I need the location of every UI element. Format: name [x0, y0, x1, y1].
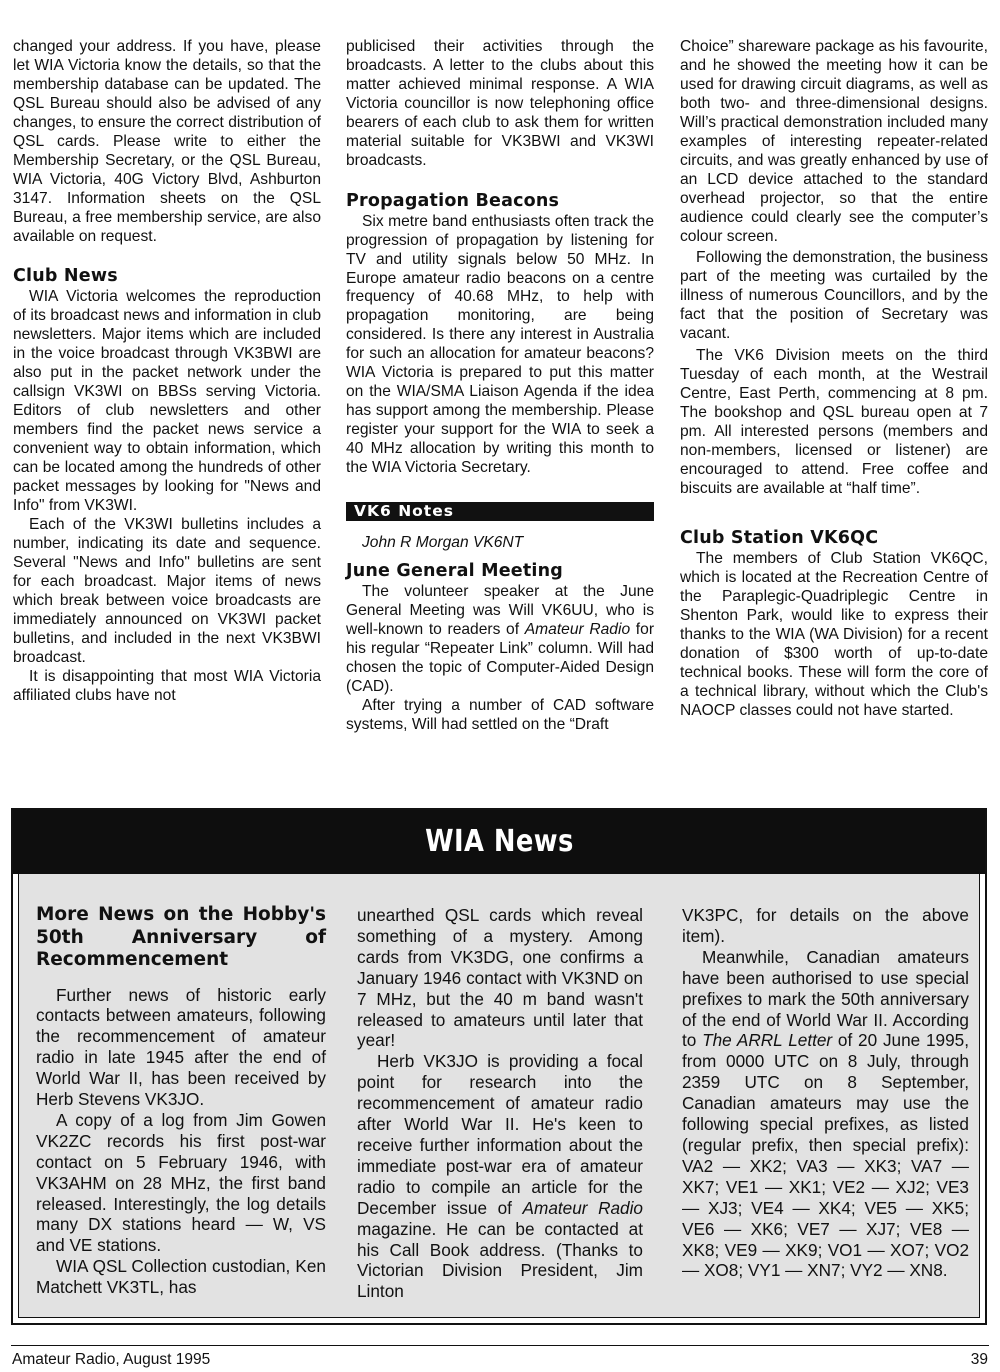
wia-news-content — [18, 874, 980, 1318]
june-meeting-paragraph-1: The volunteer speaker at the June General Meeting was Will VK6UU, who is well-known to readers of Amateur Radio for his regular “Repeater Link” column. Will had chosen the topic of Computer-Aided Design (CAD). — [346, 582, 655, 695]
anniversary-paragraph-1: Further news of historic early contacts between amateurs, following the recommencement of amateur radio in late 1945 after the end of World War II, has been received by Herb Stevens VK3JO. — [36, 984, 326, 1110]
club-news-heading: Club News — [13, 266, 118, 287]
footer-rule — [11, 1345, 989, 1346]
club-news-paragraph-3: It is disappointing that most WIA Victoria affiliated clubs have not — [13, 667, 321, 704]
column-1 — [13, 38, 321, 705]
news-column-2 — [357, 905, 643, 1302]
canadian-prefixes-paragraph: Meanwhile, Canadian amateurs have been authorised to use special prefixes to mark the 50th anniversary of the end of World War II. According to The ARRL Letter of 20 June 1995, from 0000 UTC on 8 July, through 2359 UTC on 8 September, Canadian amateurs may use the following special prefixes, as listed (regular prefix, then special prefix): VA2 — XK2; VA3 — XK3; VA7 — XK7; VE1 — XK1; VE2 — XJ2; VE3 — XJ3; VE4 — XK4; VE5 — XK5; VE6 — XK6; VE7 — XJ7; VE8 — XK8; VE9 — XK9; VO1 — XO7; VO2 — XO8; VY1 — XN7; VY2 — XN8. — [682, 946, 969, 1281]
beacons-paragraph: Six metre band enthusiasts often track the progression of propagation by listening for TV and utility signals below 50 MHz. In Europe amateur radio beacons on a centre frequency of 40.68 MHz, to help with propagation monitoring, are being considered. Is there any interest in Australia for such an allocation for amateur beacons? WIA Victoria is prepared to put this matter on the WIA/SMA Liaison Agenda if the idea has support among the membership. Please register your support for the WIA to seek a 40 MHz allocation by writing this month to the WIA Victoria Secretary. — [346, 212, 654, 477]
anniversary-paragraph-3: WIA QSL Collection custodian, Ken Matchett VK3TL, has — [36, 1256, 326, 1298]
wia-news-box — [11, 808, 987, 1325]
business-meeting-paragraph: Following the demonstration, the business part of the meeting was curtailed by the illness of numerous Councillors, and by the fact that the position of Secretary was vacant. — [680, 249, 988, 343]
propagation-beacons-heading: Propagation Beacons — [346, 190, 560, 211]
vk6-meeting-info-paragraph: The VK6 Division meets on the third Tuesday of each month, at the Westrail Centre, East Perth, commencing at 8 pm. The bookshop and QSL bureau open at 7 pm. All interested persons (members and non-members, licensed or listener) are encouraged to attend. Free coffee and biscuits are available at “half time”. — [680, 347, 988, 497]
research-paragraph: Herb VK3JO is providing a focal point for research into the recommencement of amateur radio after World War II. He's keen to receive further information about the immediate post-war era of amateur radio to compile an article for the December issue of Amateur Radio magazine. He can be contacted at his Call Book address. (Thanks to Victorian Division President, Jim Linton — [357, 1051, 643, 1302]
news-column-1 — [36, 904, 326, 1298]
cad-demo-paragraph: Choice” shareware package as his favourite, and he showed the meeting how it can be used for drawing circuit diagrams, as well as both two- and three-dimensional designs. Will’s practical demonstration included many examples of interesting repeater-related circuits, and was greatly enhanced by use of an LCD device attached to the standard overhead projector, so that the entire audience could clearly see the computer’s colour screen. — [680, 38, 988, 245]
column-2 — [346, 38, 654, 735]
club-news-paragraph-1: WIA Victoria welcomes the reproduction of its broadcast news and information in club newsletters. Major items which are included in the voice broadcast through VK3BWI are also put in the packet network under the callsign VK3WI on BBSs serving Victoria. Editors of club newsletters and other members find the packet news service a convenient way to obtain information, which can be located among the hundreds of other packet messages by looking for "News and Info" from VK3WI. — [13, 288, 321, 514]
club-news-paragraph-2: Each of the VK3WI bulletins includes a number, indicating its date and sequence. Several "News and Info" bulletins are sent for each broadcast. Major items of news which break between voice broadcasts are immediately announced on VK3WI packet bulletins, and included in the next VK3BWI broadcast. — [13, 515, 321, 666]
footer-page-number: 39 — [970, 1351, 988, 1368]
footer-publication: Amateur Radio, August 1995 — [12, 1351, 211, 1368]
address-change-paragraph: changed your address. If you have, please let WIA Victoria know the details, so that the membership database can be updated. The QSL Bureau should also be advised of any changes, to ensure the correct distribution of QSL cards. Please write to either the Membership Secretary, or the QSL Bureau, WIA Victoria, 40G Victory Blvd, Ashburton 3147. Information sheets on the QSL Bureau, a free membership service, are also available on request. — [13, 38, 321, 245]
club-station-paragraph: The members of Club Station VK6QC, which is located at the Recreation Centre of the Paraplegic-Quadriplegic Centre in Shenton Park, would like to express their thanks to the WIA (WA Division) for a recent donation of $300 worth of up-to-date technical books. These will form the core of a technical library, without which the Club's NAOCP classes could not have started. — [680, 549, 988, 719]
june-meeting-heading: June General Meeting — [346, 560, 563, 581]
column-3 — [680, 38, 988, 720]
vk6-notes-banner: VK6 Notes — [346, 502, 654, 521]
wia-news-title-bar — [13, 810, 985, 874]
qsl-mystery-paragraph: unearthed QSL cards which reveal something of a mystery. Among cards from VK3DG, one confirms a January 1946 contact with VK3ND on 7 MHz, but the 40 m band wasn't released to amateurs until later that year! — [357, 905, 643, 1051]
anniversary-paragraph-2: A copy of a log from Jim Gowen VK2ZC records his first post-war contact on 5 February 1946, with VK3AHM on 28 MHz, the first band released. Interestingly, the log details many DX stations heard — W, VS and VE stations. — [36, 1109, 326, 1256]
news-column-3 — [682, 905, 969, 1281]
club-station-heading: Club Station VK6QC — [680, 527, 879, 548]
anniversary-heading: More News on the Hobby's 50th Anniversary of Recommencement — [36, 904, 326, 970]
thanks-paragraph: VK3PC, for details on the above item). — [682, 905, 969, 946]
june-meeting-paragraph-2: After trying a number of CAD software systems, Will had settled on the “Draft — [346, 696, 654, 733]
wia-news-title: WIA News — [424, 824, 574, 859]
broadcast-paragraph: publicised their activities through the broadcasts. A letter to the clubs about this matter achieved minimal response. A WIA Victoria councillor is now telephoning office bearers of each club to ask them for written material suitable for VK3BWI and VK3WI broadcasts. — [346, 38, 654, 169]
author-byline: John R Morgan VK6NT — [362, 534, 524, 552]
